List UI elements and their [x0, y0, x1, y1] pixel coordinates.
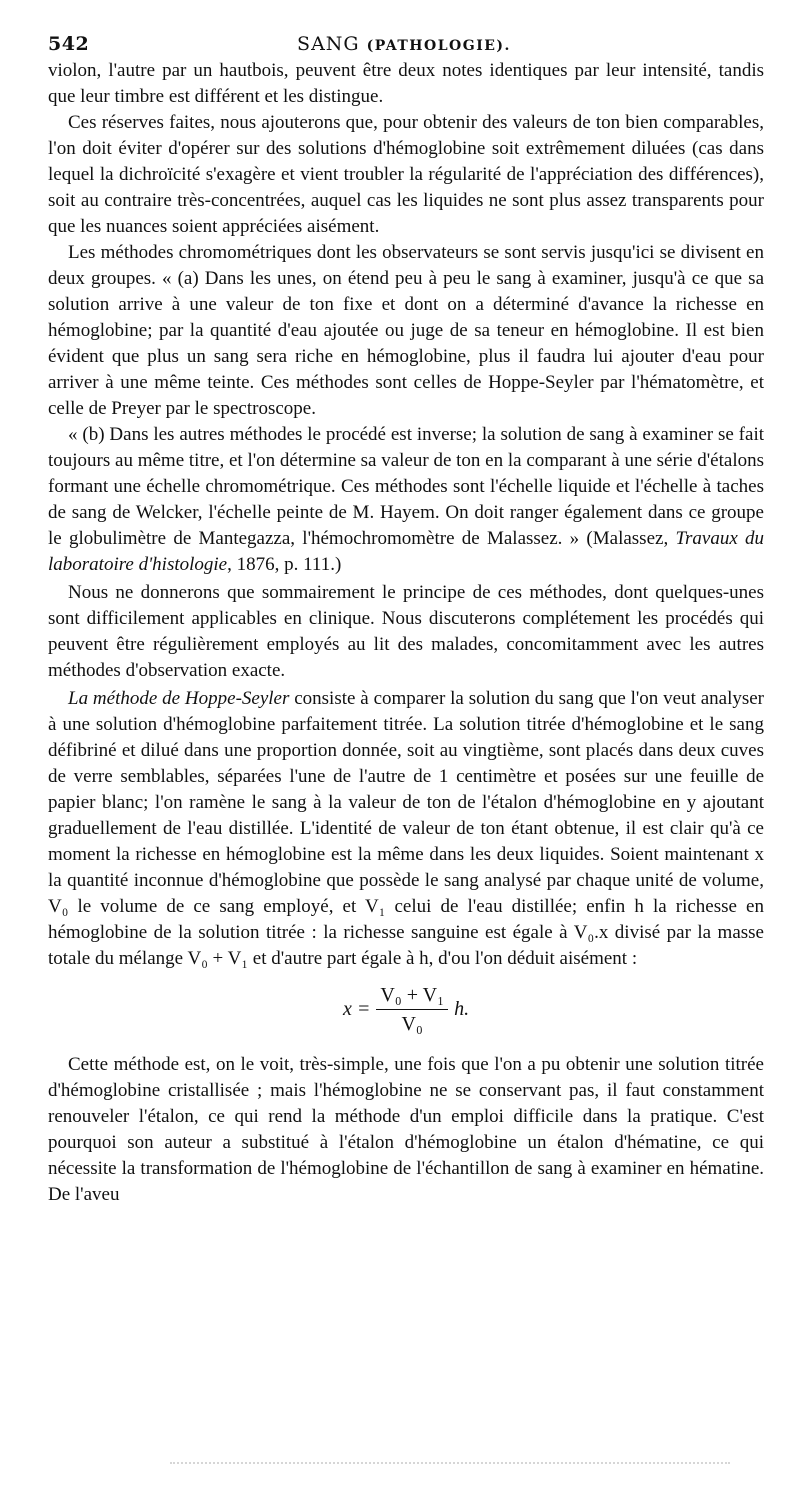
formula — [48, 980, 764, 1038]
citation-tail: , 1876, p. 111.) — [227, 554, 342, 575]
method-name: La méthode de Hoppe-Seyler — [68, 688, 290, 709]
bottom-dotted-line — [170, 1462, 730, 1468]
page-number: 542 — [48, 33, 90, 55]
running-head — [48, 33, 760, 55]
formula-rhs: h. — [454, 998, 470, 1020]
paragraph-text: consiste à comparer la solution du sang que l'on veut analyser à une solution d'hémoglobine parfaitement titrée. La solution titrée d'hémoglobine et le sang défibriné et dilué dans une proportion donnée, soit au vingtième, sont placés dans deux cuves de verre semblables, séparées l'une de l'autre de 1 centimètre et posées sur une feuille de papier blanc; l'on ramène le sang à la valeur de ton de l'étalon d'hémoglobine en y ajoutant graduellement de l'eau distillée. L'identité de valeur de ton étant obtenue, il est clair qu'à ce moment la richesse en hémoglobine est la même dans les deux liquides. Soient maintenant x la quantité inconnue d'hémoglobine que possède le sang analysé par chaque unité de volume, V₀ le volume de ce sang employé, et V₁ celui de l'eau distillée; enfin h la richesse en hémoglobine de la solution titrée : la richesse sanguine est égale à V₀.x divisé par la masse totale du mélange V₀ + V₁ et d'autre part égale à h, d'ou l'on déduit aisément : — [48, 688, 765, 969]
formula-numerator: V₀ + V₁ — [376, 982, 448, 1010]
paragraph: Les méthodes chromométriques dont les observateurs se sont servis jusqu'ici se divisent en deux groupes. « (a) Dans les unes, on étend peu à peu le sang à examiner, jusqu'à ce que sa solution arrive à une valeur de ton fixe et dont on a déterminé d'avance la richesse en hémoglobine; par la quantité d'eau ajoutée ou juge de sa teneur en hémoglobine. Il est bien évident que plus un sang sera riche en hémoglobine, plus il faudra lui ajouter d'eau pour arriver à une même teinte. Ces méthodes sont celles de Hoppe-Seyler par l'hématomètre, et celle de Preyer par le spectroscope. — [48, 242, 764, 419]
formula-fraction — [376, 982, 448, 1037]
paragraph: Cette méthode est, on le voit, très-simple, une fois que l'on a pu obtenir une solution titrée d'hémoglobine cristallisée ; mais l'hémoglobine ne se conservant pas, il faut constamment renouveler l'étalon, ce qui rend la méthode d'un emploi difficile dans la pratique. C'est pourquoi son auteur a substitué à l'étalon d'hémoglobine un étalon d'hématine, ce qui nécessite la transformation de l'hémoglobine de l'échantillon de sang à examiner en hématine. De l'aveu — [48, 1054, 764, 1205]
paragraph: violon, l'autre par un hautbois, peuvent être deux notes identiques par leur intensité, tandis que leur timbre est différent et les distingue. — [48, 60, 764, 107]
formula-denominator: V₀ — [401, 1012, 423, 1035]
body-text — [48, 58, 764, 1208]
paragraph-text: « (b) Dans les autres méthodes le procédé est inverse; la solution de sang à examiner se fait toujours au même titre, et l'on détermine sa valeur de ton en la comparant à une série d'étalons formant une échelle chromométrique. Ces méthodes sont l'échelle liquide et l'échelle à taches de sang de Welcker, l'échelle peinte de M. Hayem. On doit ranger également dans ce groupe le globulimètre de Mantegazza, l'hémochromomètre de Malassez. » (Malassez, — [48, 424, 764, 549]
paragraph — [48, 422, 764, 578]
formula-lhs: x = — [342, 998, 371, 1020]
paragraph — [48, 686, 764, 972]
paragraph: Nous ne donnerons que sommairement le principe de ces méthodes, dont quelques-unes sont difficilement applicables en clinique. Nous discuterons complétement les procédés qui peuvent être régulièrement employés au lit des malades, concomitamment avec les autres méthodes d'observation exacte. — [48, 582, 764, 681]
running-head-subtitle: (PATHOLOGIE). — [366, 38, 511, 54]
running-head-title: SANG — [297, 33, 360, 55]
paragraph: Ces réserves faites, nous ajouterons que, pour obtenir des valeurs de ton bien comparables, l'on doit éviter d'opérer sur des solutions d'hémoglobine soit extrêmement diluées (cas dans lequel la dichroïcité s'exagère et vient troubler la régularité de l'appréciation des différences), soit au contraire très-concentrées, auquel cas les liquides ne sont plus assez transparents pour que les nuances soient appréciées aisément. — [48, 112, 764, 237]
citation-title: Travaux du laboratoire d'histologie — [48, 528, 765, 575]
